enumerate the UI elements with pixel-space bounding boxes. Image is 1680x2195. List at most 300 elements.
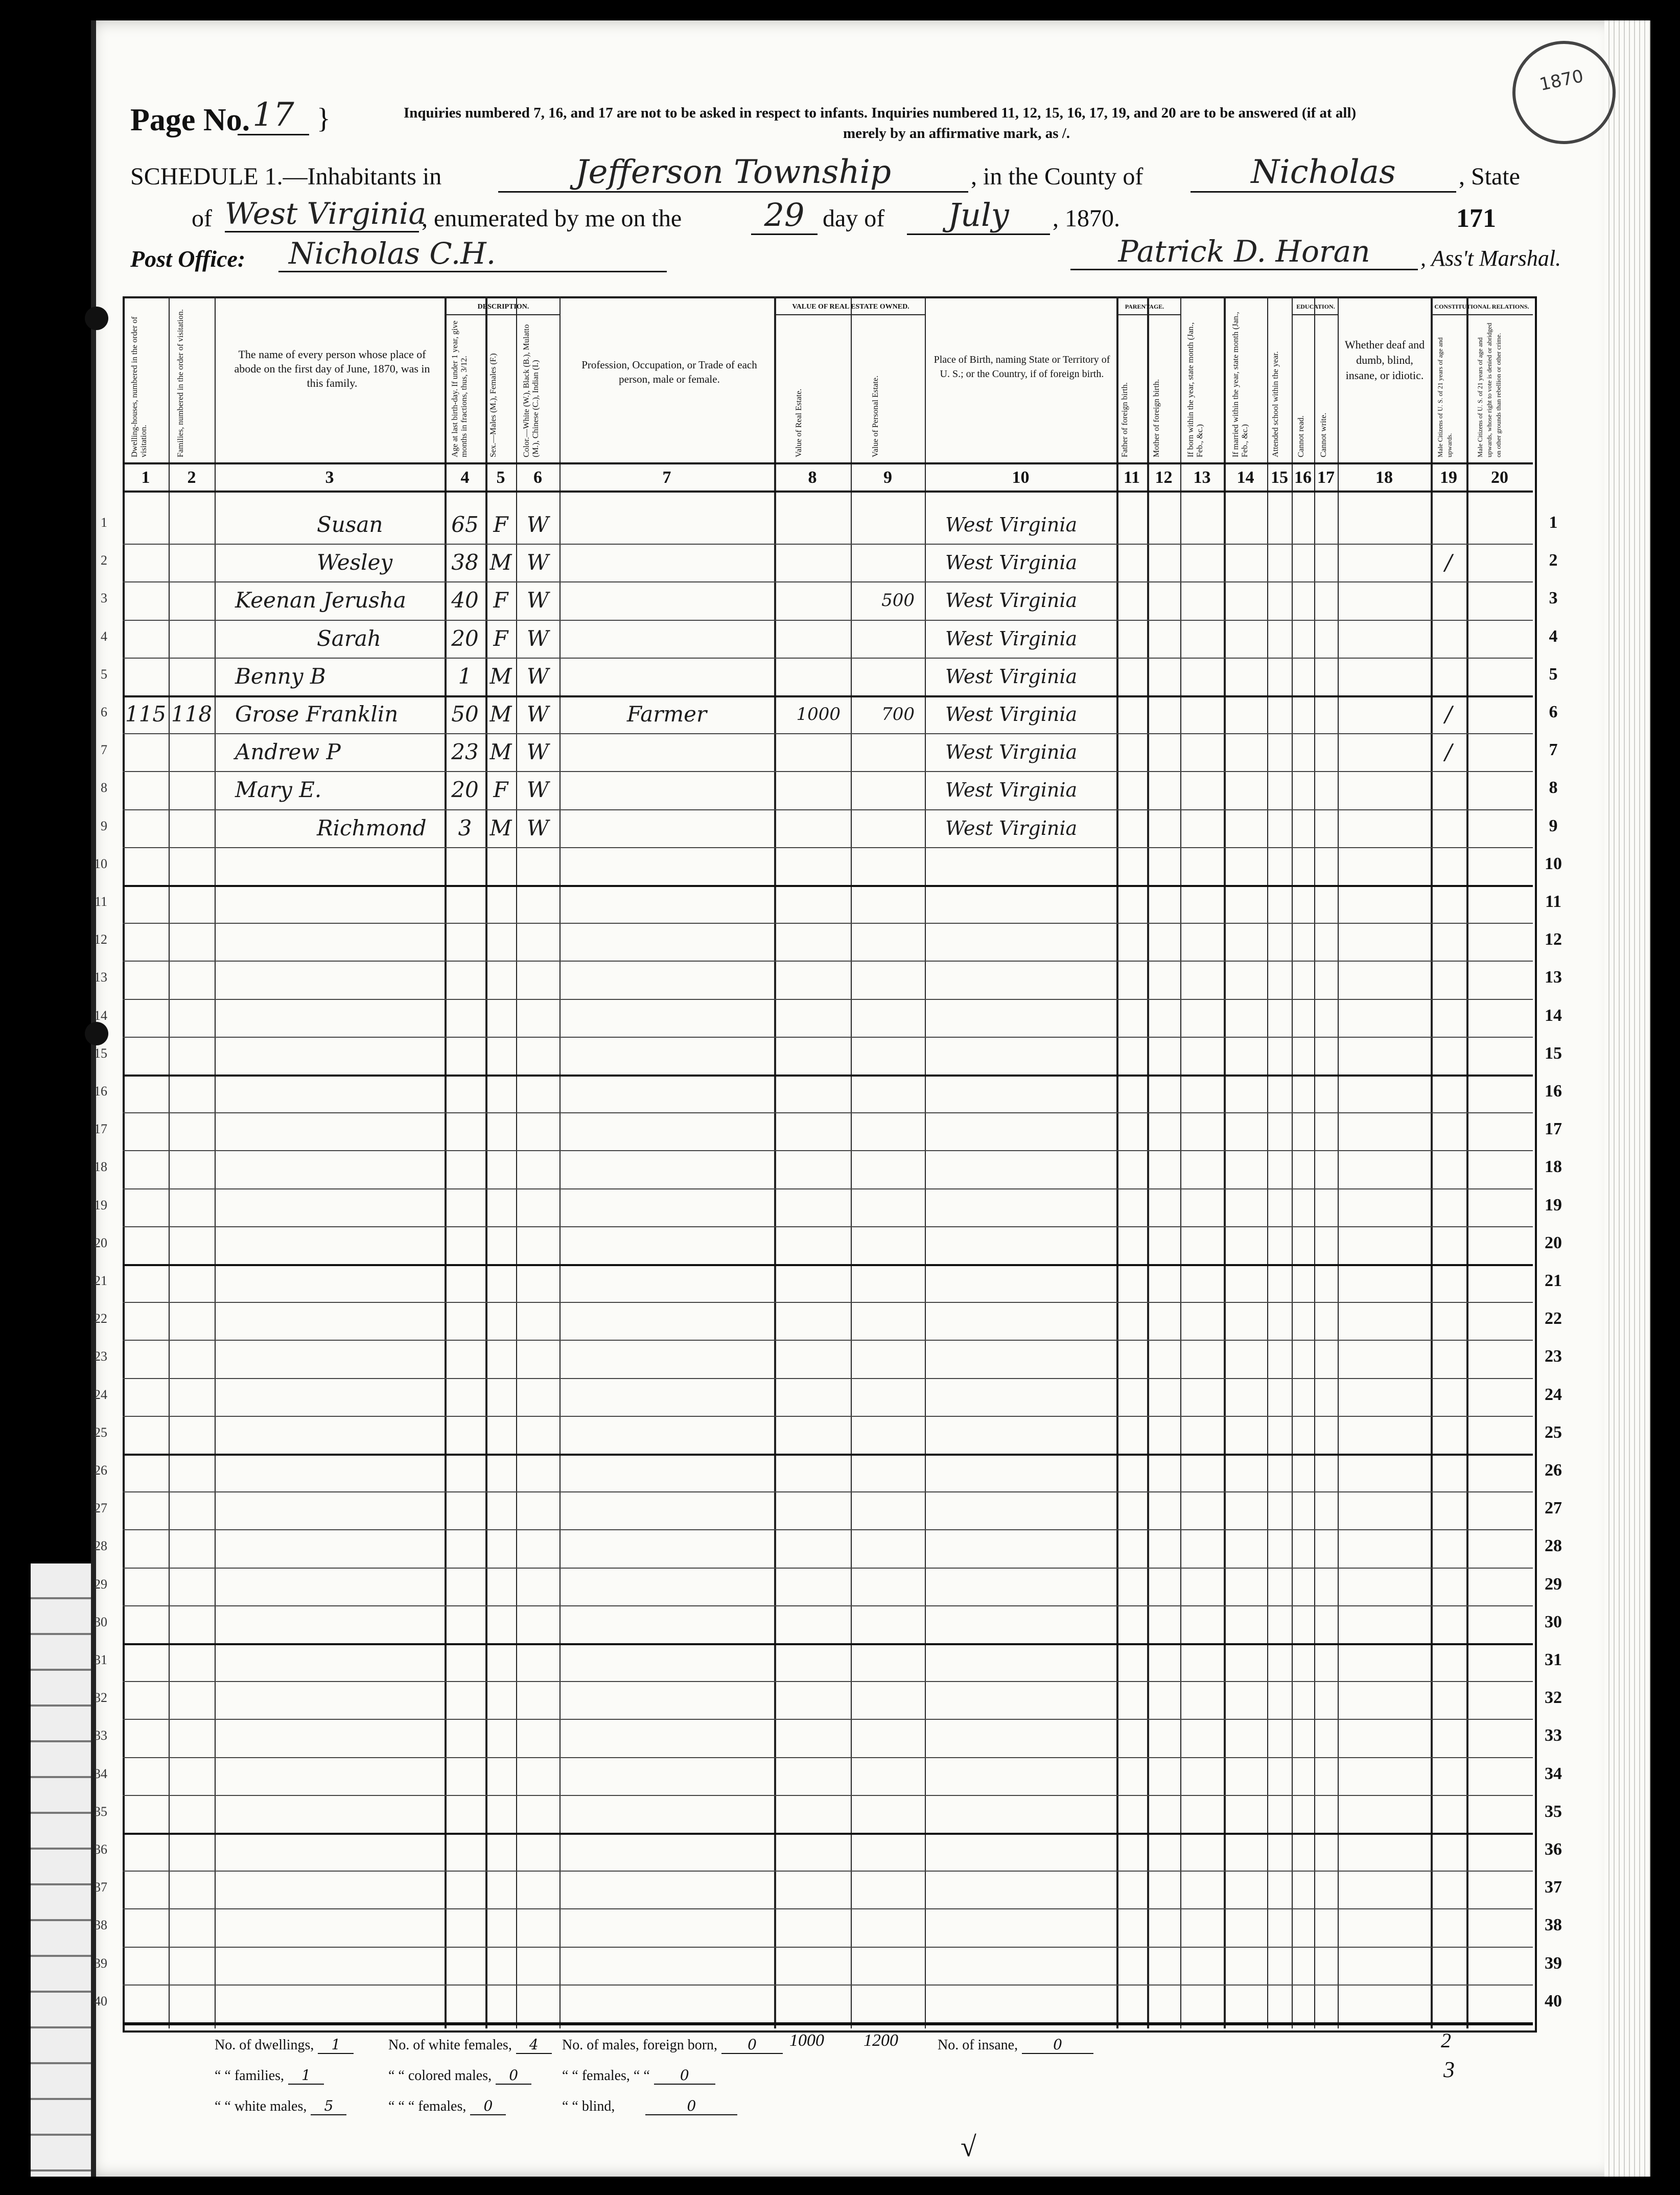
col-17-header: Cannot write. xyxy=(1319,412,1328,457)
group-header-divider xyxy=(445,314,559,315)
row-divider xyxy=(123,1984,1533,1986)
cell-real-estate xyxy=(774,545,841,580)
row-number-right: 39 xyxy=(1545,1953,1562,1973)
column-number: 9 xyxy=(883,468,892,487)
row-number-left: 5 xyxy=(101,666,107,682)
row-number-right: 3 xyxy=(1549,589,1558,608)
summary-blind: “ “ blind, 0 xyxy=(562,2097,741,2115)
col-7-header: Profession, Occupation, or Trade of each person, male or female. xyxy=(581,359,757,385)
column-number: 18 xyxy=(1375,468,1393,487)
row-number-left: 24 xyxy=(94,1387,107,1402)
row-divider xyxy=(123,847,1533,848)
column-divider xyxy=(1314,296,1315,2028)
cell-family xyxy=(169,659,215,694)
row-number-right: 22 xyxy=(1545,1309,1562,1328)
row-number-left: 36 xyxy=(94,1842,107,1857)
binding-hole-icon xyxy=(85,1022,108,1045)
cell-dwelling xyxy=(123,734,169,770)
marshal-name: Patrick D. Horan xyxy=(1070,234,1418,270)
row-divider xyxy=(123,1643,1533,1645)
row-divider xyxy=(123,491,1533,493)
row-number-left: 4 xyxy=(101,628,107,644)
summary-colored-males: “ “ colored males, 0 xyxy=(388,2067,535,2085)
row-number-left: 40 xyxy=(94,1993,107,2009)
cell-birthplace: West Virginia xyxy=(945,741,1078,764)
col-10-header: Place of Birth, naming State or Territory of U. S.; or the Country, if of foreign birth. xyxy=(934,354,1110,380)
row-number-right: 14 xyxy=(1545,1006,1562,1025)
enumerated-label: , enumerated by me on the xyxy=(422,205,682,232)
cell-personal-estate xyxy=(851,545,915,580)
row-number-left: 39 xyxy=(94,1955,107,1971)
state-label: , State xyxy=(1459,163,1520,190)
row-divider xyxy=(123,1226,1533,1227)
row-number-left: 26 xyxy=(94,1463,107,1478)
row-number-left: 38 xyxy=(94,1918,107,1933)
cell-color: W xyxy=(526,739,549,765)
column-divider xyxy=(1292,296,1293,2028)
binding-hole-icon xyxy=(85,307,108,330)
cell-name: Sarah xyxy=(317,625,381,651)
summary-white-females: No. of white females, 4 xyxy=(388,2036,556,2054)
column-number: 12 xyxy=(1155,468,1173,487)
row-number-right: 36 xyxy=(1545,1840,1562,1859)
row-number-right: 18 xyxy=(1545,1157,1562,1177)
cell-family xyxy=(169,545,215,580)
col-8-header: Value of Real Estate. xyxy=(795,388,803,457)
row-divider xyxy=(123,1605,1533,1606)
row-number-left: 8 xyxy=(101,780,107,796)
cell-occupation xyxy=(559,507,774,543)
column-number: 11 xyxy=(1123,468,1140,487)
cell-family xyxy=(169,507,215,543)
cell-c19 xyxy=(1431,621,1466,657)
cell-occupation xyxy=(559,659,774,694)
summary-families: “ “ families, 1 xyxy=(215,2067,328,2085)
cell-family xyxy=(169,810,215,846)
column-number: 10 xyxy=(1012,468,1030,487)
row-divider xyxy=(123,1491,1533,1492)
constitutional-header: CONSTITUTIONAL RELATIONS. xyxy=(1434,303,1529,310)
row-number-left: 10 xyxy=(94,856,107,871)
cell-dwelling xyxy=(123,772,169,808)
cell-family xyxy=(169,582,215,618)
row-divider xyxy=(123,1075,1533,1077)
cell-real-estate xyxy=(774,810,841,846)
row-number-left: 21 xyxy=(94,1273,107,1288)
column-number: 17 xyxy=(1317,468,1335,487)
row-divider xyxy=(123,1568,1533,1569)
column-number: 15 xyxy=(1271,468,1288,487)
cell-c19: / xyxy=(1444,702,1453,727)
cell-c19 xyxy=(1431,507,1466,543)
cell-personal-estate xyxy=(851,772,915,808)
cell-color: W xyxy=(526,702,549,727)
county-value: Nicholas xyxy=(1191,153,1456,193)
cell-dwelling xyxy=(123,582,169,618)
cell-occupation xyxy=(559,772,774,808)
cell-real-estate xyxy=(774,621,841,657)
row-divider xyxy=(123,999,1533,1000)
row-divider xyxy=(123,462,1533,464)
cell-birthplace: West Virginia xyxy=(945,816,1078,839)
column-number: 1 xyxy=(141,468,150,487)
cell-c19: / xyxy=(1444,550,1453,575)
schedule-label: SCHEDULE 1.—Inhabitants in xyxy=(130,163,442,190)
row-number-left: 35 xyxy=(94,1804,107,1819)
column-divider xyxy=(1180,296,1181,2028)
page-label: Page No. xyxy=(130,103,250,137)
row-number-left: 31 xyxy=(94,1652,107,1667)
row-divider xyxy=(123,1150,1533,1151)
cell-sex: F xyxy=(493,777,508,803)
cell-name: Grose Franklin xyxy=(235,702,399,727)
column-divider xyxy=(1147,296,1149,2028)
row-number-right: 21 xyxy=(1545,1271,1562,1290)
county-label: , in the County of xyxy=(971,163,1144,190)
value-header: VALUE OF REAL ESTATE OWNED. xyxy=(792,303,909,311)
row-number-right: 23 xyxy=(1545,1347,1562,1366)
row-number-right: 4 xyxy=(1549,626,1558,646)
row-divider xyxy=(123,1454,1533,1456)
column-divider xyxy=(215,296,216,2028)
cell-color: W xyxy=(526,777,549,803)
cell-dwelling xyxy=(123,810,169,846)
row-number-right: 25 xyxy=(1545,1422,1562,1442)
cell-dwelling xyxy=(123,545,169,580)
row-number-right: 17 xyxy=(1545,1119,1562,1139)
cell-color: W xyxy=(526,663,549,689)
column-divider xyxy=(1224,296,1226,2028)
page-number: 17 xyxy=(238,96,309,135)
row-number-right: 1 xyxy=(1549,513,1558,532)
notice-line-1: Inquiries numbered 7, 16, and 17 are not to be asked in respect to infants. Inquiries numbered 11, 12, 15, 16, 17, 19, and 20 are to be answered (if at all) xyxy=(404,105,1357,121)
row-number-right: 8 xyxy=(1549,778,1558,798)
row-number-right: 37 xyxy=(1545,1878,1562,1897)
cell-occupation: Farmer xyxy=(626,702,707,727)
row-number-left: 19 xyxy=(94,1197,107,1212)
cell-family xyxy=(169,734,215,770)
col-1-header: Dwelling-houses, numbered in the order of visitation. xyxy=(130,316,148,457)
page-stack-edge xyxy=(1604,20,1650,2177)
cell-occupation xyxy=(559,810,774,846)
row-number-left: 23 xyxy=(94,1349,107,1364)
column-divider xyxy=(1267,296,1268,2028)
cell-age: 40 xyxy=(451,588,479,613)
census-stamp: 1870 xyxy=(1503,31,1625,154)
marshal-label: , Ass't Marshal. xyxy=(1420,246,1561,271)
summary-dwellings: No. of dwellings, 1 xyxy=(215,2036,358,2054)
column-number: 4 xyxy=(460,468,470,487)
cell-color: W xyxy=(526,550,549,575)
group-header-divider xyxy=(774,314,925,315)
row-number-right: 5 xyxy=(1549,664,1558,684)
row-number-left: 34 xyxy=(94,1766,107,1781)
cell-color: W xyxy=(526,588,549,613)
row-divider xyxy=(123,1416,1533,1417)
row-number-right: 16 xyxy=(1545,1082,1562,1101)
notice-line-2: merely by an affirmative mark, as /. xyxy=(843,125,1070,142)
summary-real-total: 1000 xyxy=(789,2031,824,2050)
cell-c19 xyxy=(1431,772,1466,808)
col-18-header: Whether deaf and dumb, blind, insane, or idiotic. xyxy=(1344,338,1425,382)
cell-family xyxy=(169,772,215,808)
cell-c19 xyxy=(1431,810,1466,846)
row-number-right: 24 xyxy=(1545,1385,1562,1404)
row-divider xyxy=(123,1947,1533,1948)
row-number-left: 22 xyxy=(94,1311,107,1326)
row-number-left: 2 xyxy=(101,553,107,568)
year-label: , 1870. xyxy=(1053,205,1120,232)
cell-dwelling xyxy=(123,659,169,694)
row-number-right: 40 xyxy=(1545,1991,1562,2011)
row-number-left: 29 xyxy=(94,1576,107,1592)
summary-col20-total: 3 xyxy=(1443,2057,1455,2082)
row-number-right: 13 xyxy=(1545,968,1562,987)
row-divider xyxy=(123,1908,1533,1909)
cell-sex: F xyxy=(493,625,508,651)
cell-personal-estate: 500 xyxy=(881,590,915,611)
cell-dwelling xyxy=(123,507,169,543)
col-13-header: If born within the year, state month (Jan., Feb., &c.) xyxy=(1186,322,1204,457)
cell-c19: / xyxy=(1444,739,1453,765)
row-divider xyxy=(123,2023,1533,2025)
col-5-header: Sex.—Males (M.), Females (F.) xyxy=(489,353,498,457)
month-value: July xyxy=(907,196,1050,235)
row-number-right: 6 xyxy=(1549,703,1558,721)
row-number-left: 30 xyxy=(94,1614,107,1629)
col-3-header: The name of every person whose place of abode on the first day of June, 1870, was in this family. xyxy=(234,348,430,389)
row-number-left: 14 xyxy=(94,1008,107,1023)
row-number-left: 1 xyxy=(101,515,107,530)
row-number-right: 2 xyxy=(1549,551,1558,570)
day-value: 29 xyxy=(751,196,818,235)
row-number-left: 15 xyxy=(94,1045,107,1061)
row-divider xyxy=(123,885,1533,887)
cell-color: W xyxy=(526,512,549,537)
col-4-header: Age at last birth-day. If under 1 year, give months in fractions, thus, 3/12. xyxy=(451,320,469,457)
post-office-value: Nicholas C.H. xyxy=(278,236,667,272)
cell-real-estate xyxy=(774,507,841,543)
cell-family xyxy=(169,621,215,657)
row-number-right: 35 xyxy=(1545,1802,1562,1821)
column-number: 8 xyxy=(808,468,817,487)
summary-insane: No. of insane, 0 xyxy=(938,2036,1098,2054)
group-header-divider xyxy=(1292,314,1338,315)
row-divider xyxy=(123,1188,1533,1189)
row-number-left: 16 xyxy=(94,1084,107,1099)
cell-age: 20 xyxy=(451,625,479,651)
cell-age: 50 xyxy=(451,702,479,727)
cell-age: 65 xyxy=(451,512,479,537)
row-number-left: 32 xyxy=(94,1690,107,1706)
row-number-left: 18 xyxy=(94,1159,107,1175)
group-header-divider xyxy=(1116,314,1180,315)
cell-personal-estate xyxy=(851,734,915,770)
cell-occupation xyxy=(559,582,774,618)
row-divider xyxy=(123,1264,1533,1266)
cell-dwelling xyxy=(123,621,169,657)
col-6-header: Color.—White (W.), Black (B.), Mulatto (M.), Chinese (C.), Indian (I.) xyxy=(522,324,540,457)
summary-colored-females: “ “ “ females, 0 xyxy=(388,2097,510,2115)
sheet-number: 171 xyxy=(1456,204,1496,233)
day-of-label: day of xyxy=(823,205,885,232)
row-number-left: 11 xyxy=(94,894,107,909)
column-number: 7 xyxy=(662,468,671,487)
row-divider xyxy=(123,923,1533,924)
cell-family: 118 xyxy=(171,702,213,727)
col-11-header: Father of foreign birth. xyxy=(1121,382,1129,457)
col-19-header: Male Citizens of U. S. of 21 years of age and upwards. xyxy=(1436,337,1453,457)
row-number-left: 6 xyxy=(101,705,107,719)
cell-personal-estate: 700 xyxy=(881,704,915,725)
row-divider xyxy=(123,961,1533,962)
row-number-left: 37 xyxy=(94,1880,107,1895)
cell-name: Andrew P xyxy=(235,739,341,765)
row-number-right: 30 xyxy=(1545,1612,1562,1631)
cell-name: Richmond xyxy=(317,815,427,840)
cell-sex: M xyxy=(489,815,512,840)
row-number-right: 29 xyxy=(1545,1574,1562,1594)
cell-personal-estate xyxy=(851,659,915,694)
cell-occupation xyxy=(559,734,774,770)
row-divider xyxy=(123,1302,1533,1303)
township-value: Jefferson Township xyxy=(498,153,968,193)
row-number-right: 10 xyxy=(1545,854,1562,873)
cell-real-estate xyxy=(774,582,841,618)
row-divider xyxy=(123,1795,1533,1796)
row-number-right: 20 xyxy=(1545,1233,1562,1252)
column-number: 2 xyxy=(187,468,196,487)
row-number-right: 32 xyxy=(1545,1688,1562,1708)
cell-c19 xyxy=(1431,582,1466,618)
column-number: 20 xyxy=(1491,468,1508,487)
state-value: West Virginia xyxy=(225,196,419,232)
cell-name: Keenan Jerusha xyxy=(235,588,406,613)
row-number-right: 7 xyxy=(1549,740,1558,760)
row-number-right: 28 xyxy=(1545,1536,1562,1556)
cell-personal-estate xyxy=(851,507,915,543)
col-16-header: Cannot read. xyxy=(1297,415,1305,457)
row-number-right: 12 xyxy=(1545,930,1562,949)
summary-personal-total: 1200 xyxy=(864,2031,898,2050)
cell-real-estate xyxy=(774,734,841,770)
col-20-header: Male Citizens of U. S. of 21 years of age and upwards, whose right to vote is denied or abridged on other grounds than rebellion or other crime. xyxy=(1476,322,1502,457)
cell-color: W xyxy=(526,815,549,840)
cell-sex: M xyxy=(489,550,512,575)
row-divider xyxy=(123,1378,1533,1379)
cell-birthplace: West Virginia xyxy=(945,703,1078,726)
row-number-left: 20 xyxy=(94,1235,107,1250)
row-number-right: 31 xyxy=(1545,1650,1562,1669)
row-number-left: 9 xyxy=(101,818,107,833)
row-divider xyxy=(123,1719,1533,1720)
column-number: 6 xyxy=(533,468,542,487)
description-header: DESCRIPTION. xyxy=(477,303,529,311)
cell-personal-estate xyxy=(851,621,915,657)
row-divider xyxy=(123,1340,1533,1341)
row-number-left: 3 xyxy=(101,591,107,606)
row-number-left: 7 xyxy=(101,742,107,758)
column-number: 16 xyxy=(1294,468,1312,487)
row-number-right: 15 xyxy=(1545,1043,1562,1063)
row-divider xyxy=(123,1112,1533,1113)
cell-dwelling: 115 xyxy=(125,702,167,727)
col-14-header: If married within the year, state month (Jan., Feb., &c.) xyxy=(1231,312,1249,457)
cell-birthplace: West Virginia xyxy=(945,589,1078,612)
row-number-left: 27 xyxy=(94,1501,107,1516)
cell-sex: F xyxy=(493,512,508,537)
row-number-right: 27 xyxy=(1545,1499,1562,1518)
cell-real-estate xyxy=(774,659,841,694)
cell-name: Wesley xyxy=(317,550,393,575)
column-number: 19 xyxy=(1440,468,1457,487)
col-9-header: Value of Personal Estate. xyxy=(871,376,880,457)
cell-color: W xyxy=(526,625,549,651)
cell-name: Susan xyxy=(317,512,383,537)
cell-personal-estate xyxy=(851,810,915,846)
row-number-right: 9 xyxy=(1549,816,1558,835)
row-number-left: 25 xyxy=(94,1425,107,1440)
cell-birthplace: West Virginia xyxy=(945,551,1078,574)
row-number-left: 17 xyxy=(94,1122,107,1137)
check-mark-icon: √ xyxy=(961,2131,976,2163)
row-number-left: 12 xyxy=(94,932,107,947)
row-number-right: 34 xyxy=(1545,1764,1562,1783)
cell-age: 1 xyxy=(458,663,472,689)
cell-age: 23 xyxy=(451,739,479,765)
cell-real-estate: 1000 xyxy=(796,704,841,725)
row-divider xyxy=(123,1529,1533,1530)
column-number: 14 xyxy=(1236,468,1254,487)
row-number-right: 26 xyxy=(1545,1461,1562,1480)
row-divider xyxy=(123,1871,1533,1872)
row-divider xyxy=(123,1757,1533,1758)
row-number-left: 28 xyxy=(94,1538,107,1554)
summary-white-males: “ “ white males, 5 xyxy=(215,2097,351,2115)
cell-sex: M xyxy=(489,663,512,689)
summary-col19-total: 2 xyxy=(1441,2029,1451,2052)
column-number: 13 xyxy=(1193,468,1211,487)
col-2-header: Families, numbered in the order of visitation. xyxy=(176,309,185,457)
cell-sex: M xyxy=(489,702,512,727)
row-number-right: 19 xyxy=(1545,1195,1562,1215)
cell-c19 xyxy=(1431,659,1466,694)
cell-birthplace: West Virginia xyxy=(945,513,1078,536)
cell-age: 3 xyxy=(458,815,472,840)
parentage-header: PARENTAGE. xyxy=(1125,303,1164,310)
column-divider xyxy=(1466,296,1468,2028)
cell-birthplace: West Virginia xyxy=(945,665,1078,688)
summary-males-foreign: No. of males, foreign born, 0 xyxy=(562,2036,787,2054)
col-15-header: Attended school within the year. xyxy=(1271,351,1280,457)
brace-mark: } xyxy=(317,103,331,134)
row-divider xyxy=(123,1833,1533,1835)
cell-birthplace: West Virginia xyxy=(945,627,1078,650)
row-number-right: 38 xyxy=(1545,1916,1562,1935)
cell-name: Mary E. xyxy=(235,777,322,803)
cell-name: Benny B xyxy=(235,663,326,689)
cell-sex: F xyxy=(493,588,508,613)
cell-occupation xyxy=(559,545,774,580)
row-number-right: 33 xyxy=(1545,1726,1562,1745)
cell-sex: M xyxy=(489,739,512,765)
column-divider xyxy=(1116,296,1118,2028)
group-header-divider xyxy=(1431,314,1533,315)
post-office-label: Post Office: xyxy=(130,246,246,272)
col-12-header: Mother of foreign birth. xyxy=(1152,379,1161,457)
cell-real-estate xyxy=(774,772,841,808)
cell-age: 38 xyxy=(451,550,479,575)
